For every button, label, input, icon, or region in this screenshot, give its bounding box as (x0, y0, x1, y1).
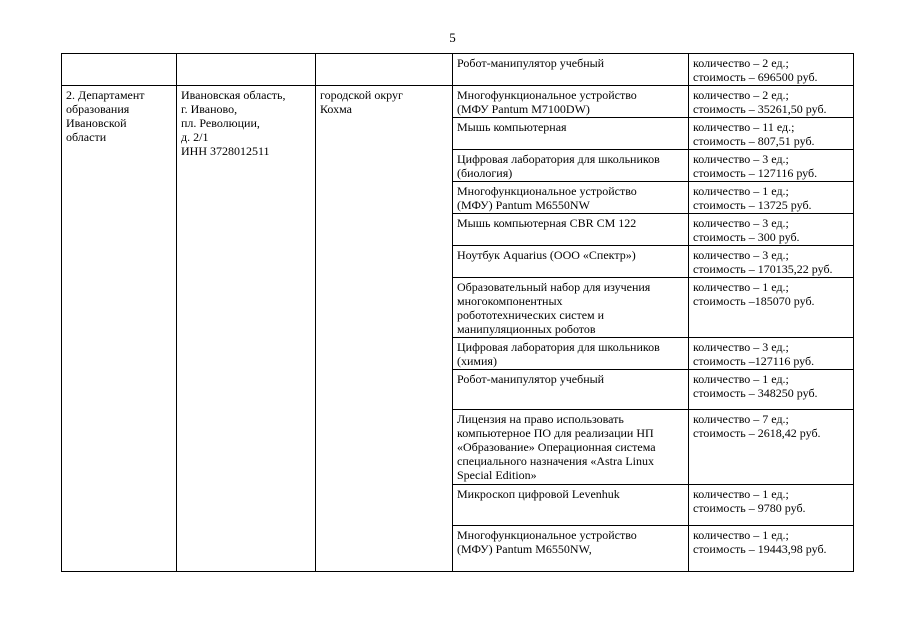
item-name-cell: Ноутбук Aquarius (ООО «Спектр») (453, 246, 689, 278)
item-name-cell: Лицензия на право использовать компьютерное ПО для реализации НП «Образование» Операционная система специального назначения «Astra Linux Special Edition» (453, 410, 689, 485)
item-name-cell: Цифровая лаборатория для школьников (химия) (453, 338, 689, 370)
item-details-cell: количество – 3 ед.; стоимость – 170135,22 руб. (689, 246, 854, 278)
item-details-cell: количество – 7 ед.; стоимость – 2618,42 руб. (689, 410, 854, 485)
item-details-cell: количество – 2 ед.; стоимость – 696500 руб. (689, 54, 854, 86)
item-name-cell: Робот-манипулятор учебный (453, 54, 689, 86)
recipient-name-cell: 2. Департамент образования Ивановской области (62, 86, 177, 572)
recipient-address-cell: Ивановская область, г. Иваново, пл. Революции, д. 2/1 ИНН 3728012511 (177, 86, 316, 572)
item-name-cell: Многофункциональное устройство (МФУ) Pantum M6550NW, (453, 526, 689, 572)
item-name-cell: Образовательный набор для изучения многокомпонентных робототехнических систем и манипуляционных роботов (453, 278, 689, 338)
item-details-cell: количество – 1 ед.; стоимость – 9780 руб. (689, 485, 854, 526)
item-name-cell: Мышь компьютерная CBR CM 122 (453, 214, 689, 246)
item-details-cell: количество – 11 ед.; стоимость – 807,51 руб. (689, 118, 854, 150)
item-details-cell: количество – 3 ед.; стоимость – 127116 руб. (689, 150, 854, 182)
item-name-cell: Микроскоп цифровой Levenhuk (453, 485, 689, 526)
item-name-cell: Мышь компьютерная (453, 118, 689, 150)
item-name-cell: Цифровая лаборатория для школьников (биология) (453, 150, 689, 182)
empty-recipient-cell (62, 54, 177, 86)
item-name-cell: Многофункциональное устройство (МФУ) Pantum M6550NW (453, 182, 689, 214)
equipment-distribution-table (61, 53, 854, 572)
item-details-cell: количество – 3 ед.; стоимость – 300 руб. (689, 214, 854, 246)
item-name-cell: Многофункциональное устройство (МФУ Pantum M7100DW) (453, 86, 689, 118)
empty-address-cell (177, 54, 316, 86)
table-row (62, 86, 854, 118)
item-details-cell: количество – 1 ед.; стоимость – 348250 руб. (689, 370, 854, 410)
item-details-cell: количество – 1 ед.; стоимость –185070 руб. (689, 278, 854, 338)
item-details-cell: количество – 2 ед.; стоимость – 35261,50 руб. (689, 86, 854, 118)
table-row-continued (62, 54, 854, 86)
page-number: 5 (449, 30, 456, 45)
recipient-district-cell: городской округ Кохма (316, 86, 453, 572)
item-name-cell: Робот-манипулятор учебный (453, 370, 689, 410)
item-details-cell: количество – 1 ед.; стоимость – 19443,98 руб. (689, 526, 854, 572)
item-details-cell: количество – 3 ед.; стоимость –127116 руб. (689, 338, 854, 370)
empty-district-cell (316, 54, 453, 86)
item-details-cell: количество – 1 ед.; стоимость – 13725 руб. (689, 182, 854, 214)
